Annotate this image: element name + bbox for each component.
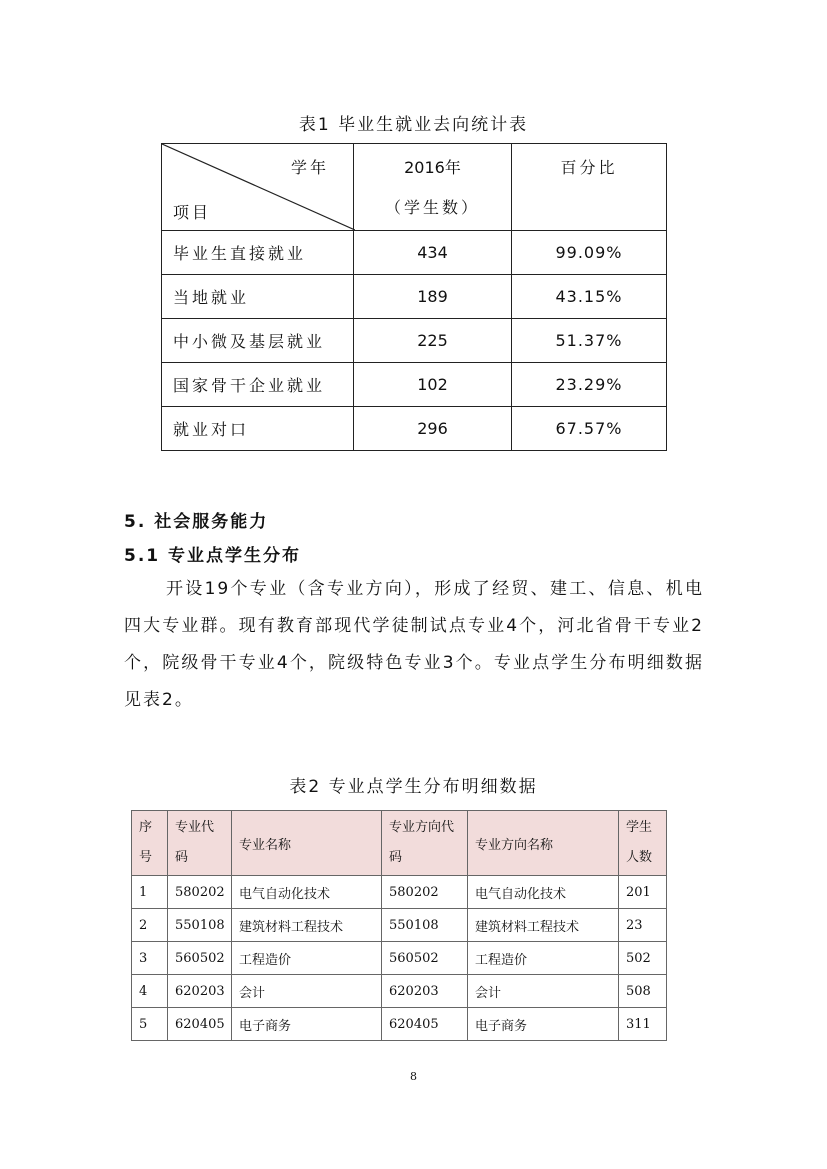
header-year-label: 学年 xyxy=(290,158,329,177)
row-item: 毕业生直接就业 xyxy=(162,231,354,275)
cell-code: 550108 xyxy=(168,909,232,942)
header-code-line1: 专业代 xyxy=(175,820,215,835)
cell-seq: 2 xyxy=(132,909,168,942)
row-percentage: 99.09% xyxy=(512,231,667,275)
header-seq xyxy=(132,811,168,876)
table-row xyxy=(132,1008,667,1041)
header-num-line2: 人数 xyxy=(626,850,653,865)
table-row xyxy=(132,975,667,1008)
cell-direction-name: 会计 xyxy=(468,975,619,1008)
cell-direction-name: 工程造价 xyxy=(468,942,619,975)
cell-code: 620203 xyxy=(168,975,232,1008)
row-percentage: 67.57% xyxy=(512,407,667,451)
header-dcode-line2: 码 xyxy=(389,850,403,865)
page-number: 8 xyxy=(410,1070,417,1083)
cell-student-count: 502 xyxy=(619,942,667,975)
cell-direction-name: 电子商务 xyxy=(468,1008,619,1041)
major-distribution-table xyxy=(131,810,667,1041)
row-item: 当地就业 xyxy=(162,275,354,319)
header-seq-line1: 序 xyxy=(139,820,153,835)
table2-caption: 表2 专业点学生分布明细数据 xyxy=(289,777,538,797)
table-row xyxy=(162,275,667,319)
table1-caption: 表1 毕业生就业去向统计表 xyxy=(298,115,529,135)
header-code-line2: 码 xyxy=(175,850,189,865)
header-student-count xyxy=(619,811,667,876)
table1-header-row xyxy=(162,144,667,231)
cell-direction-name: 电气自动化技术 xyxy=(468,876,619,909)
cell-major-name: 建筑材料工程技术 xyxy=(232,909,382,942)
cell-student-count: 311 xyxy=(619,1008,667,1041)
header-direction-name: 专业方向名称 xyxy=(468,811,619,876)
cell-direction-name: 建筑材料工程技术 xyxy=(468,909,619,942)
row-percentage: 23.29% xyxy=(512,363,667,407)
cell-seq: 5 xyxy=(132,1008,168,1041)
row-count: 434 xyxy=(354,231,512,275)
row-count: 102 xyxy=(354,363,512,407)
cell-seq: 4 xyxy=(132,975,168,1008)
cell-code: 560502 xyxy=(168,942,232,975)
row-count: 189 xyxy=(354,275,512,319)
cell-student-count: 508 xyxy=(619,975,667,1008)
header-2016-label: 2016年 xyxy=(404,158,461,177)
cell-code: 620405 xyxy=(168,1008,232,1041)
cell-major-name: 电子商务 xyxy=(232,1008,382,1041)
row-item: 中小微及基层就业 xyxy=(162,319,354,363)
row-count: 296 xyxy=(354,407,512,451)
header-direction-code xyxy=(382,811,468,876)
table2-header-row xyxy=(132,811,667,876)
row-percentage: 51.37% xyxy=(512,319,667,363)
row-percentage: 43.15% xyxy=(512,275,667,319)
table-row xyxy=(132,909,667,942)
header-percentage-label: 百分比 xyxy=(560,158,618,177)
cell-seq: 3 xyxy=(132,942,168,975)
cell-major-name: 会计 xyxy=(232,975,382,1008)
table-row xyxy=(162,363,667,407)
cell-direction-code: 620203 xyxy=(382,975,468,1008)
table-row xyxy=(132,876,667,909)
table1-diagonal-header xyxy=(162,144,354,231)
table-row xyxy=(162,231,667,275)
cell-major-name: 电气自动化技术 xyxy=(232,876,382,909)
header-code xyxy=(168,811,232,876)
table-row xyxy=(132,942,667,975)
cell-direction-code: 620405 xyxy=(382,1008,468,1041)
employment-statistics-table xyxy=(161,143,667,451)
header-major-name: 专业名称 xyxy=(232,811,382,876)
cell-direction-code: 580202 xyxy=(382,876,468,909)
header-2016-cell xyxy=(354,144,512,231)
header-num-line1: 学生 xyxy=(626,820,653,835)
section-heading: 5. 社会服务能力 xyxy=(124,512,269,532)
header-percentage-cell xyxy=(512,144,667,231)
paragraph-text: 开设19个专业（含专业方向），形成了经贸、建工、信息、机电四大专业群。现有教育部现代学徒制试点专业4个，河北省骨干专业2个，院级骨干专业4个，院级特色专业3个。专业点学生分布明细数据见表2。 xyxy=(124,579,704,710)
cell-student-count: 201 xyxy=(619,876,667,909)
table-row xyxy=(162,407,667,451)
row-item: 就业对口 xyxy=(162,407,354,451)
cell-direction-code: 550108 xyxy=(382,909,468,942)
row-item: 国家骨干企业就业 xyxy=(162,363,354,407)
body-paragraph xyxy=(124,571,704,719)
row-count: 225 xyxy=(354,319,512,363)
cell-seq: 1 xyxy=(132,876,168,909)
cell-major-name: 工程造价 xyxy=(232,942,382,975)
header-seq-line2: 号 xyxy=(139,850,153,865)
cell-direction-code: 560502 xyxy=(382,942,468,975)
header-student-count-label: （学生数） xyxy=(384,198,480,217)
subsection-heading: 5.1 专业点学生分布 xyxy=(124,546,302,566)
header-item-label: 项目 xyxy=(173,203,212,222)
cell-student-count: 23 xyxy=(619,909,667,942)
table-row xyxy=(162,319,667,363)
header-dcode-line1: 专业方向代 xyxy=(389,820,455,835)
cell-code: 580202 xyxy=(168,876,232,909)
